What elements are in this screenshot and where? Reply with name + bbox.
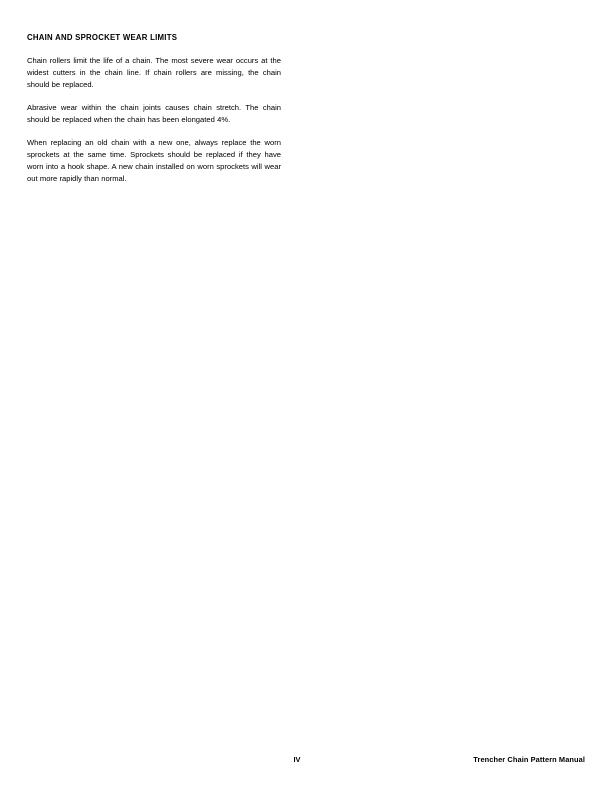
footer-page-number: IV (293, 755, 301, 764)
body-paragraph-2: Abrasive wear within the chain joints causes chain stretch. The chain should be replaced when the chain has been elongated 4%. (27, 103, 281, 125)
body-paragraph-3: When replacing an old chain with a new one, always replace the worn sprockets at the same time. Sprockets should be replaced if they have worn into a hook shape. A new chain installed on worn sprockets will wear out more rapidly than normal. (27, 138, 281, 183)
footer-manual-title: Trencher Chain Pattern Manual (473, 755, 585, 764)
page-footer (27, 755, 585, 767)
page-title: CHAIN AND SPROCKET WEAR LIMITS (27, 33, 178, 42)
page-content (27, 33, 281, 185)
body-paragraph-1: Chain rollers limit the life of a chain. The most severe wear occurs at the widest cutters in the chain line. If chain rollers are missing, the chain should be replaced. (27, 56, 281, 89)
